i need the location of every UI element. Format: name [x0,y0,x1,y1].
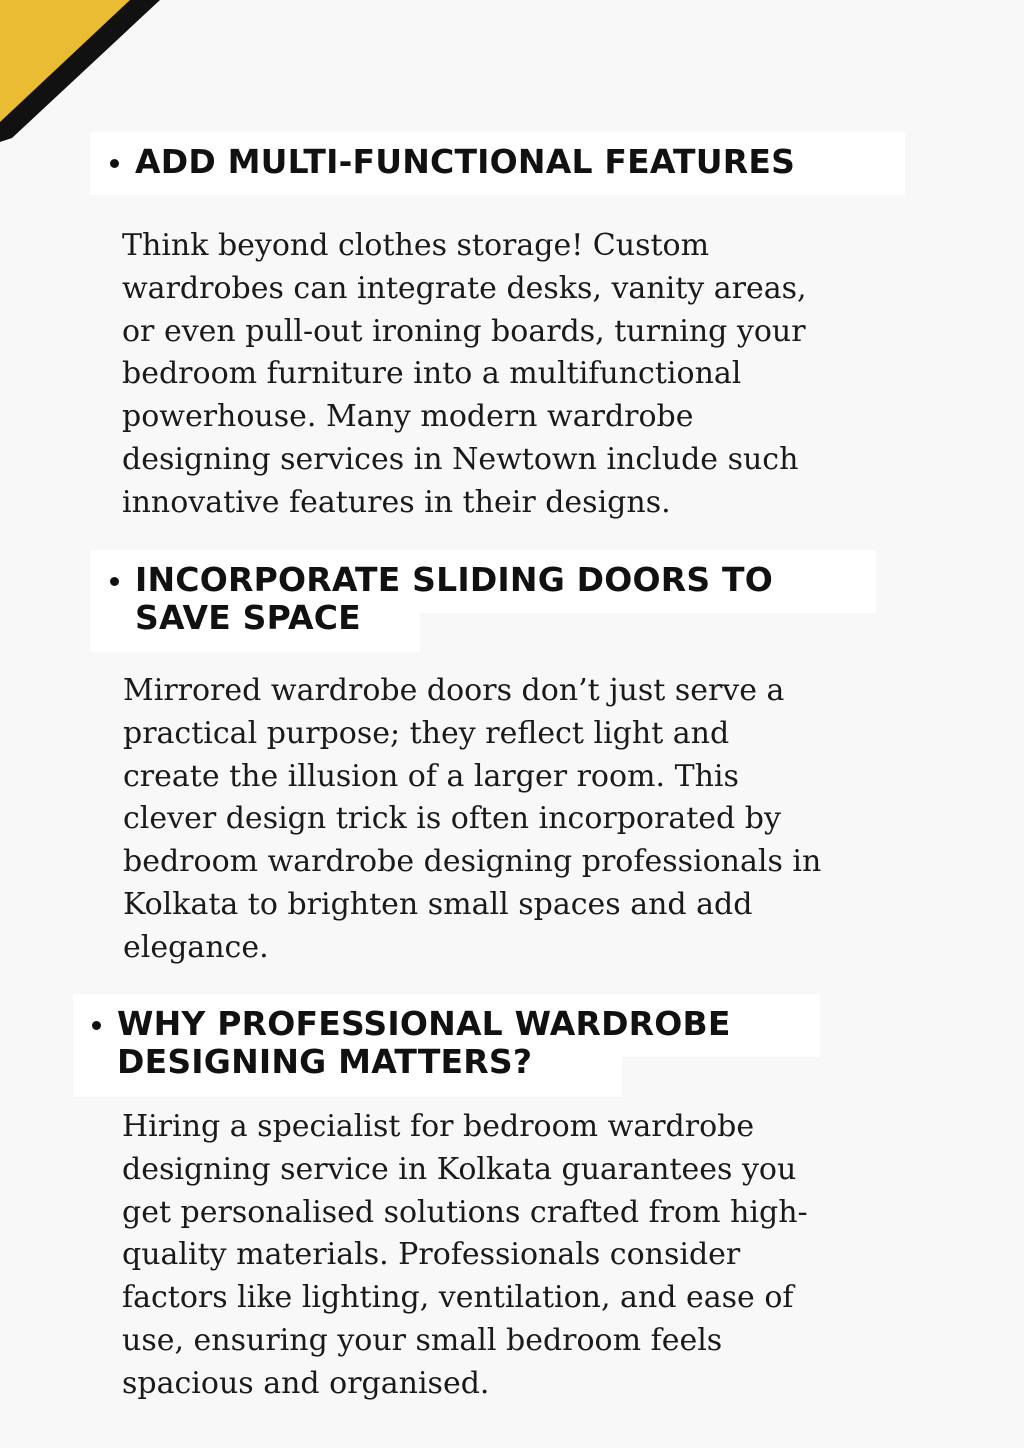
heading-line: WHY PROFESSIONAL WARDROBE [117,1004,731,1043]
heading-line: DESIGNING MATTERS? [117,1042,533,1081]
section-heading [135,143,795,181]
corner-yellow-triangle [0,0,130,122]
section-paragraph: Mirrored wardrobe doors don’t just serve a practical purpose; they reflect light and create the illusion of a larger room. This clever design trick is often incorporated by bedroom wardrobe designing professionals in Kolkata to brighten small spaces and add elegance. [123,673,822,965]
section-paragraph: Think beyond clothes storage! Custom wardrobes can integrate desks, vanity areas, or even pull-out ironing boards, turning your bedroom furniture into a multifunctional powerhouse. Many modern wardrobe designing services in Newtown include such innovative features in their designs. [122,228,807,520]
heading-line: INCORPORATE SLIDING DOORS TO [135,560,774,599]
corner-decoration [0,0,170,150]
bullet-icon [92,1021,101,1030]
section-heading [117,1005,731,1081]
bullet-icon [110,577,119,586]
heading-line: SAVE SPACE [135,598,361,637]
bullet-icon [110,159,119,168]
heading-line: ADD MULTI-FUNCTIONAL FEATURES [135,142,796,181]
section-heading [135,561,773,637]
section-paragraph: Hiring a specialist for bedroom wardrobe designing service in Kolkata guarantees you get personalised solutions crafted from high- quality materials. Professionals consider factors like lighting, ventilation, and ease of use, ensuring your small bedroom feels spacious and organised. [122,1109,808,1401]
